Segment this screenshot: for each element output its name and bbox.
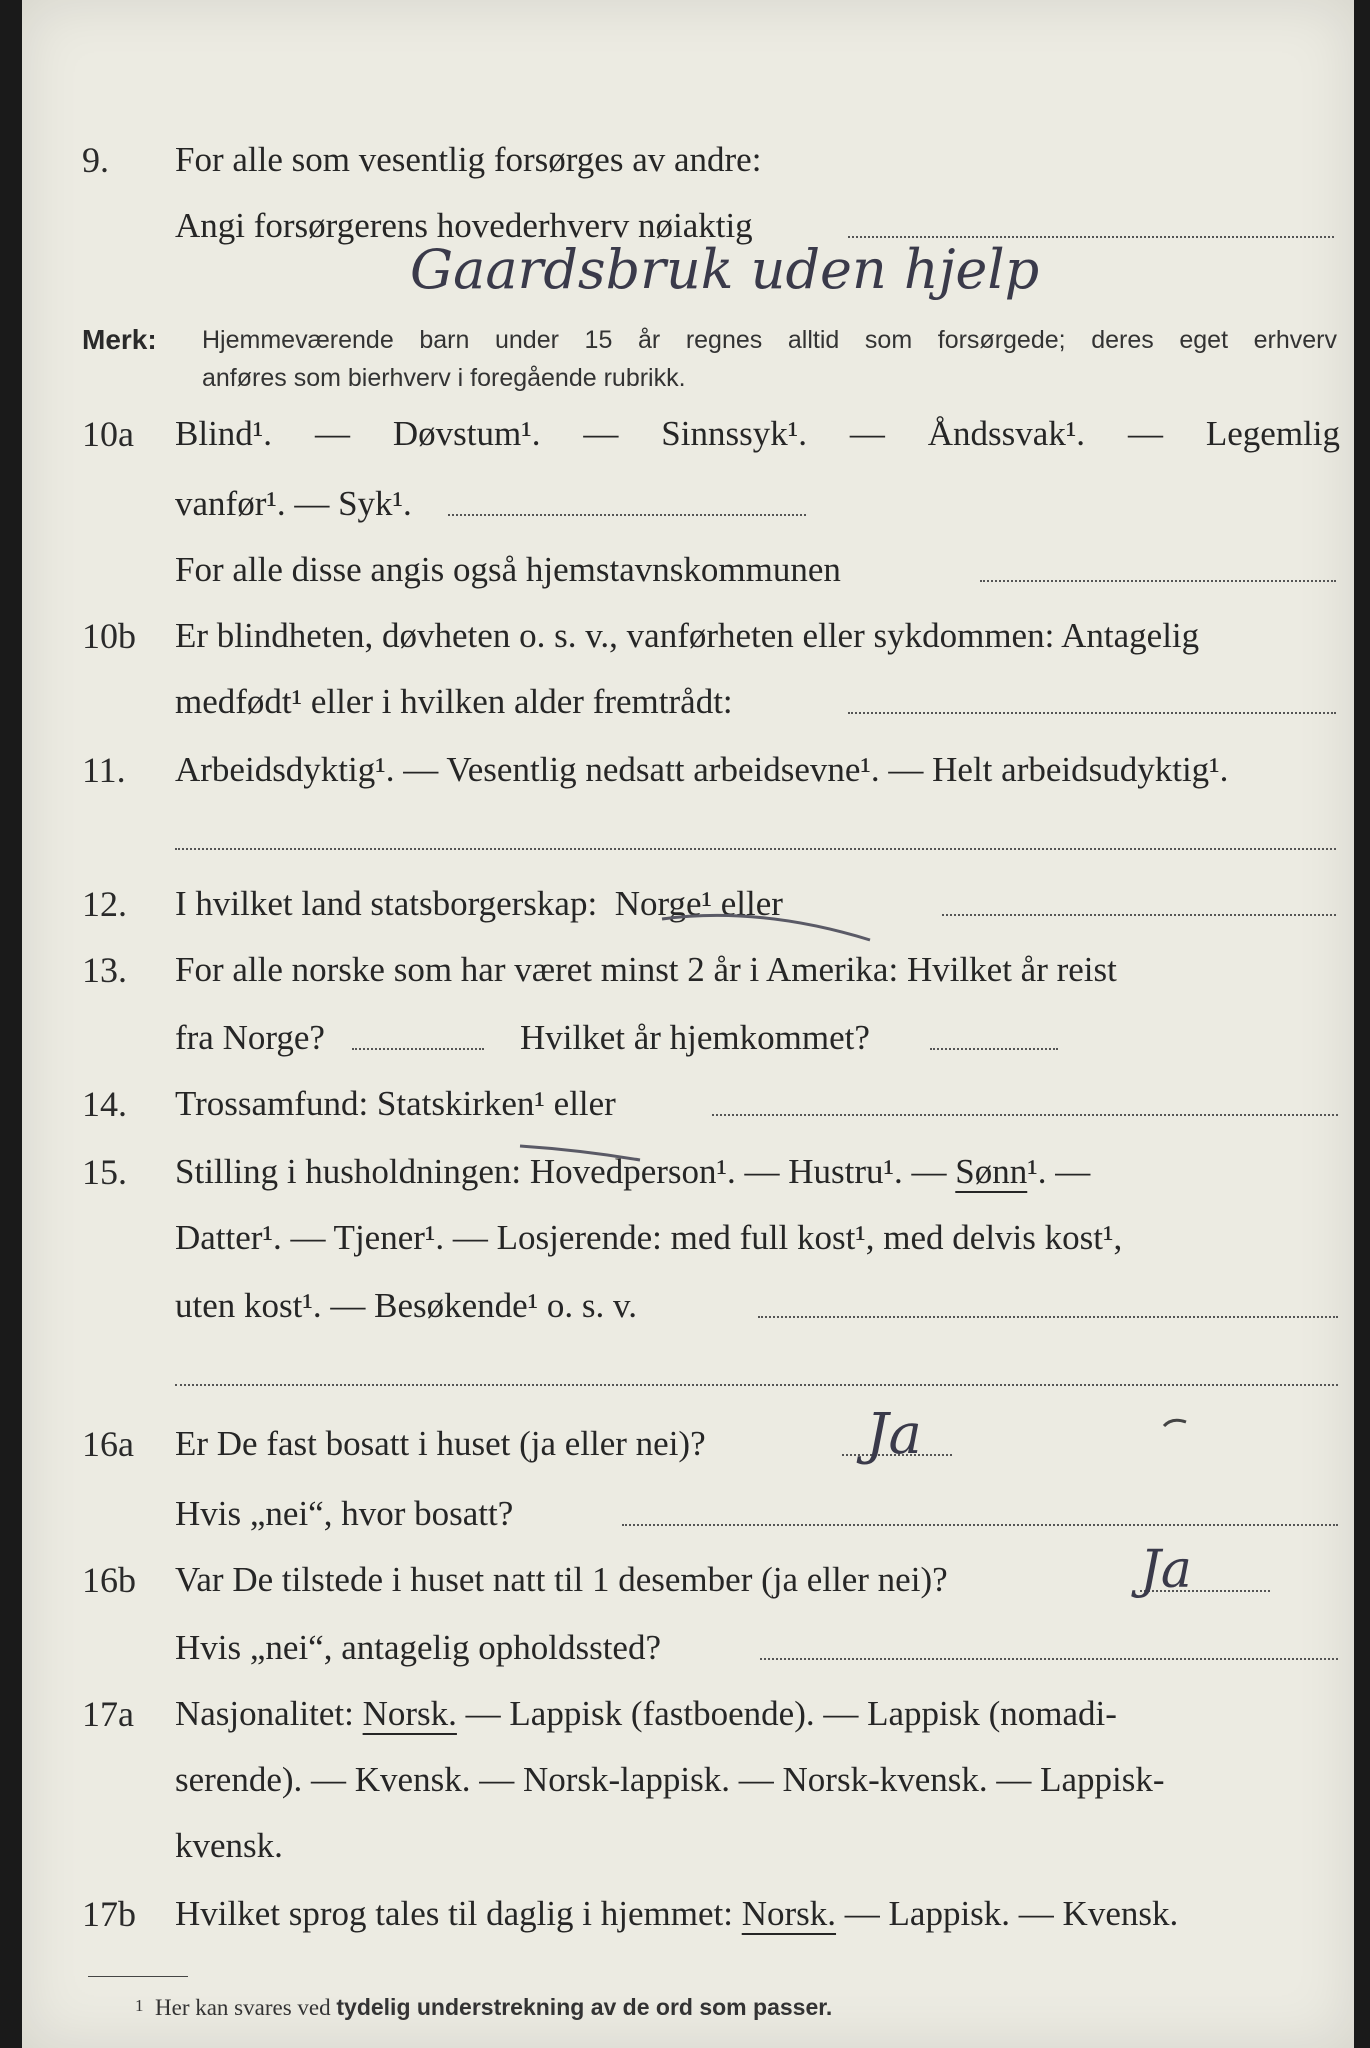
footnote-rule <box>88 1976 188 1977</box>
note-line: Hjemmeværende barn under 15 år regnes alltid som forsørgede; deres eget erhverv <box>202 326 1337 354</box>
option: Legemlig <box>1205 414 1340 453</box>
question-text: Trossamfund: Statskirken¹ eller <box>175 1084 616 1123</box>
question-number: 10b <box>82 616 136 656</box>
question-number: 14. <box>82 1084 127 1124</box>
question-15 <box>0 1142 1370 1202</box>
answer-line <box>848 712 1336 714</box>
answer-line <box>760 1658 1338 1660</box>
question-12 <box>0 874 1370 934</box>
question-number: 10a <box>82 414 134 454</box>
handwritten-answer: Gaardsbruk uden hjelp <box>410 238 1040 301</box>
option: Blind¹. <box>175 414 273 453</box>
answer-line <box>448 514 806 516</box>
question-17b <box>0 1884 1370 1944</box>
text: I hvilket land statsborgerskap: <box>175 884 598 923</box>
question-text: For alle disse angis også hjemstavnskommunen <box>175 550 841 589</box>
text: ¹ eller <box>701 884 783 923</box>
question-16a <box>0 1414 1370 1474</box>
selected-option: Norge <box>614 884 702 923</box>
question-text <box>175 874 783 934</box>
question-text <box>175 1684 1117 1744</box>
question-number: 16a <box>82 1424 134 1464</box>
question-16a-line2 <box>0 1484 1370 1544</box>
question-text: Er blindheten, døvheten o. s. v., vanførheten eller sykdommen: Antagelig <box>175 616 1200 655</box>
selected-option: Sønn <box>955 1152 1028 1191</box>
question-number: 13. <box>82 950 127 990</box>
question-number: 17a <box>82 1694 134 1734</box>
selected-option: Norsk. <box>362 1694 457 1733</box>
question-text <box>175 1142 1090 1202</box>
question-text: Var De tilstede i huset natt til 1 desember (ja eller nei)? <box>175 1560 948 1599</box>
footnote-emphasis: tydelig understrekning av de ord som passer. <box>336 1994 833 2020</box>
note-label: Merk: <box>82 324 157 355</box>
question-13-line2 <box>0 1008 1370 1068</box>
question-number: 9. <box>82 140 109 180</box>
handwritten-answer: Ja <box>1140 1540 1192 1600</box>
question-number: 15. <box>82 1152 127 1192</box>
answer-line <box>352 1048 484 1050</box>
question-13 <box>0 940 1370 1000</box>
answer-line <box>175 848 1336 850</box>
question-text: uten kost¹. — Besøkende¹ o. s. v. <box>175 1286 638 1325</box>
question-text: kvensk. <box>175 1826 283 1865</box>
question-text <box>175 404 1340 464</box>
question-10a-line3 <box>0 540 1370 600</box>
question-number: 12. <box>82 884 127 924</box>
answer-line <box>622 1524 1338 1526</box>
question-10b-line2 <box>0 672 1370 732</box>
text: Hvilket sprog tales til daglig i hjemmet: <box>175 1894 733 1933</box>
text: — Lappisk. — Kvensk. <box>844 1894 1179 1933</box>
question-text: Arbeidsdyktig¹. — Vesentlig nedsatt arbeidsevne¹. — Helt arbeidsudyktig¹. <box>175 750 1229 789</box>
question-text: medfødt¹ eller i hvilken alder fremtrådt: <box>175 682 733 721</box>
question-text: Hvis „nei“, antagelig opholdssted? <box>175 1628 661 1667</box>
question-text: Datter¹. — Tjener¹. — Losjerende: med full kost¹, med delvis kost¹, <box>175 1218 1123 1257</box>
text: Stilling i husholdningen: Hovedperson¹. — Hustru¹. — <box>175 1152 947 1191</box>
answer-line <box>758 1316 1338 1318</box>
question-text: For alle som vesentlig forsørges av andre: <box>175 140 762 179</box>
question-text: serende). — Kvensk. — Norsk-lappisk. — Norsk-kvensk. — Lappisk- <box>175 1760 1165 1799</box>
option: Sinnssyk¹. <box>661 414 807 453</box>
answer-line <box>980 580 1336 582</box>
footnote-marker: 1 <box>135 1996 144 2015</box>
question-14 <box>0 1074 1370 1134</box>
question-17a-line3 <box>0 1816 1370 1876</box>
question-text: Er De fast bosatt i huset (ja eller nei)? <box>175 1424 706 1463</box>
question-9 <box>0 130 1370 190</box>
dash: — <box>583 414 619 453</box>
question-16b-line2 <box>0 1618 1370 1678</box>
note <box>0 318 1370 408</box>
answer-line <box>712 1114 1338 1116</box>
dash: — <box>849 414 885 453</box>
answer-line <box>175 1384 1338 1386</box>
question-10a-line2 <box>0 474 1370 534</box>
question-number: 11. <box>82 750 126 790</box>
question-17a <box>0 1684 1370 1744</box>
question-text: Hvilket år hjemkommet? <box>520 1018 870 1057</box>
question-17a-line2 <box>0 1750 1370 1810</box>
text: Nasjonalitet: <box>175 1694 354 1733</box>
dash: — <box>1127 414 1163 453</box>
question-text <box>175 1884 1178 1944</box>
question-11-line2 <box>0 808 1370 868</box>
selected-option: Norsk. <box>741 1894 837 1933</box>
text: ¹. — <box>1027 1152 1091 1191</box>
question-number: 16b <box>82 1560 136 1600</box>
question-text: Hvis „nei“, hvor bosatt? <box>175 1494 514 1533</box>
question-text: Angi forsørgerens hovederhverv nøiaktig <box>175 206 753 245</box>
question-text: For alle norske som har været minst 2 år i Amerika: Hvilket år reist <box>175 950 1117 989</box>
text: — Lappisk (fastboende). — Lappisk (nomadi- <box>465 1694 1117 1733</box>
note-line: anføres som bierhverv i foregående rubrikk. <box>202 364 686 392</box>
answer-line <box>942 914 1336 916</box>
dash: — <box>314 414 350 453</box>
option: Åndssvak¹. <box>927 414 1086 453</box>
question-number: 17b <box>82 1894 136 1934</box>
option: Døvstum¹. <box>392 414 541 453</box>
footnote <box>135 1994 832 2021</box>
question-11 <box>0 740 1370 800</box>
question-10b <box>0 606 1370 666</box>
question-15-line2 <box>0 1208 1370 1268</box>
question-10a <box>0 404 1370 464</box>
question-15-line3 <box>0 1276 1370 1336</box>
answer-line <box>930 1048 1058 1050</box>
question-text: fra Norge? <box>175 1018 325 1057</box>
question-15-line4 <box>0 1344 1370 1404</box>
handwritten-answer: Ja <box>866 1402 922 1467</box>
question-text: vanfør¹. — Syk¹. <box>175 484 412 523</box>
footnote-text: Her kan svares ved <box>155 1995 331 2020</box>
